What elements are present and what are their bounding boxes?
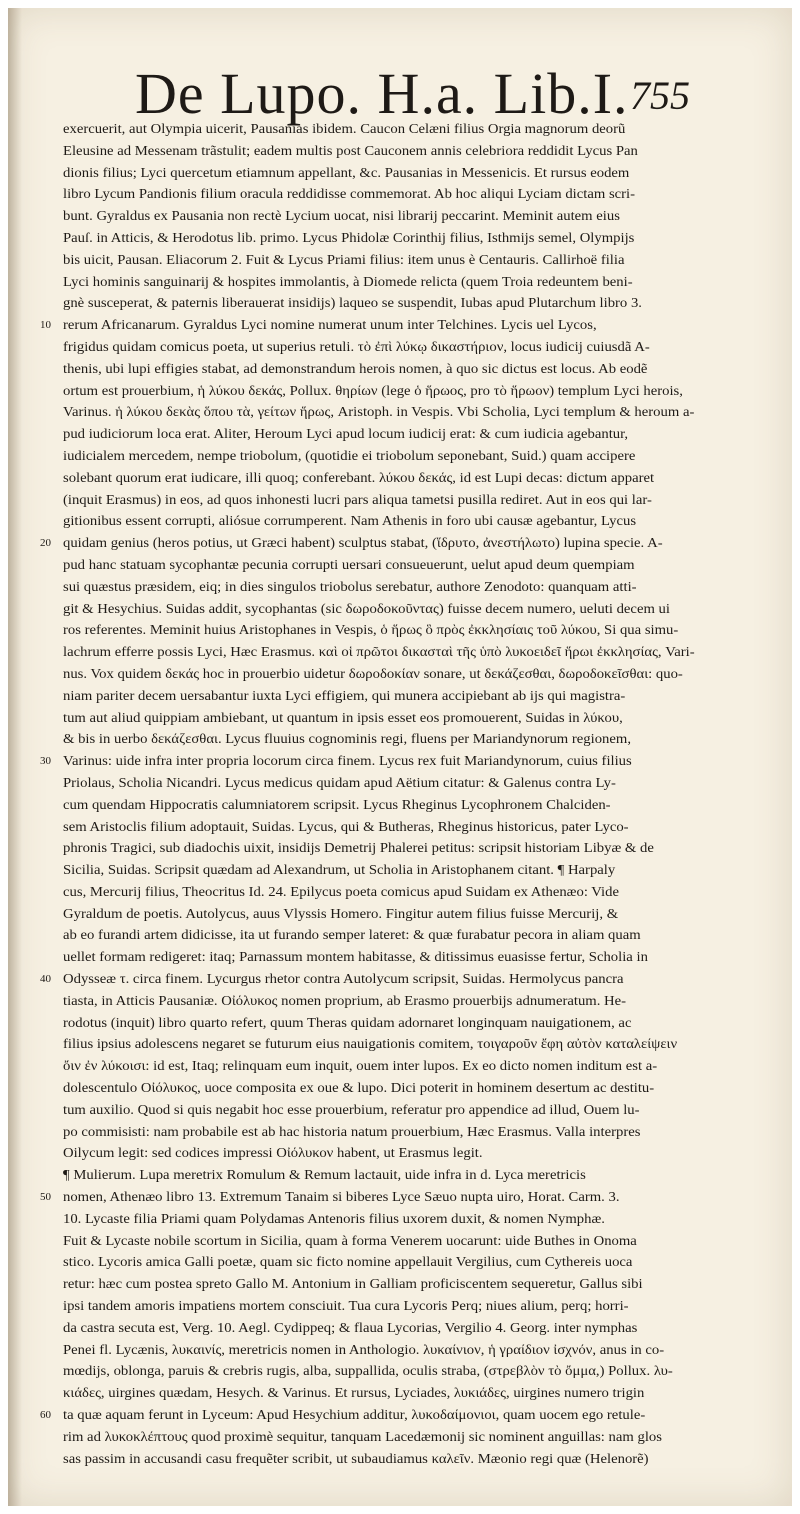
- line-number: 60: [40, 1409, 51, 1422]
- line-text: bunt. Gyraldus ex Pausania non rectè Lycium uocat, nisi librarij peccarint. Meminit autem eius: [63, 208, 620, 224]
- running-title: De Lupo. H.a. Lib.I.: [135, 61, 629, 126]
- page-header: [0, 0, 800, 130]
- line-text: ros referentes. Meminit huius Aristophanes in Vespis, ὁ ἥρως ὃ πρὸς ἐκκλησίαις τοῦ λύκου, Si qua simu-: [63, 622, 679, 638]
- text-line: [40, 358, 792, 380]
- line-text: frigidus quidam comicus poeta, ut superius retuli. τὸ ἐπὶ λύκῳ δικαστήριον, locus iudicij cuiusdã A-: [63, 338, 650, 354]
- text-line: [40, 1055, 792, 1077]
- line-text: ipsi tandem amoris impatiens mortem consciuit. Tua cura Lycoris Perq; niues alium, perq; horri-: [63, 1298, 629, 1314]
- line-text: rodotus (inquit) libro quarto refert, quum Theras quidam adornaret longinquam nauigationem, ac: [63, 1014, 632, 1030]
- line-text: thenis, ubi lupi effigies stabat, ad demonstrandum herois nomen, à quo sic dictus est locus. Ab eodẽ: [63, 360, 648, 376]
- line-text: uellet formam redigeret: itaq; Parnassum montem habitasse, & ditissimus euasisse fertur, Scholia in: [63, 949, 648, 965]
- line-text: retur: hæc cum postea spreto Gallo M. Antonium in Galliam proficiscentem sequeretur, Gallus sibi: [63, 1276, 643, 1292]
- text-line: [40, 728, 792, 750]
- line-text: solebant quorum erat iudicare, illi quoq; conferebant. λύκου δεκάς, id est Lupi decas: dictum apparet: [63, 469, 655, 485]
- page-number: 755: [630, 73, 690, 118]
- text-line: [40, 903, 792, 925]
- text-line: [40, 1339, 792, 1361]
- line-text: ta quæ aquam ferunt in Lyceum: Apud Hesychium additur, λυκοδαίμονιοι, quam uocem ego retule-: [63, 1407, 646, 1423]
- text-line: [40, 968, 792, 990]
- text-line: [40, 467, 792, 489]
- text-line: [40, 1033, 792, 1055]
- line-text: gitionibus essent corrupti, aliósue corrumperent. Nam Athenis in foro ubi causæ agebantur, Lycus: [63, 513, 637, 529]
- line-text: Gyraldum de poetis. Autolycus, auus Vlyssis Homero. Fingitur autem filius fuisse Mercurij, &: [63, 905, 619, 921]
- text-line: [40, 1295, 792, 1317]
- line-text: & bis in uerbo δεκάζεσθαι. Lycus fluuius cognominis regi, fluens per Mariandynorum regionem,: [63, 731, 631, 747]
- text-line: [40, 1121, 792, 1143]
- text-line: [40, 685, 792, 707]
- line-text: lachrum efferre possis Lyci, Hæc Erasmus. καὶ οἱ πρῶτοι δικασταὶ τῆς ὑπὸ λυκοειδεῖ ἥρωι ἐκκλησίας, Vari-: [63, 644, 695, 660]
- line-text: Sicilia, Suidas. Scripsit quædam ad Alexandrum, ut Scholia in Aristophanem citant. ¶ Harpaly: [63, 862, 616, 878]
- line-text: 10. Lycaste filia Priami quam Polydamas Antenoris filius uxorem duxit, & nomen Nymphæ.: [63, 1210, 605, 1226]
- line-text: exercuerit, aut Olympia uicerit, Pausanias ibidem. Caucon Celæni filius Orgia magnorum deorũ: [63, 121, 626, 136]
- body-text: [40, 118, 792, 1469]
- text-line: [40, 292, 792, 314]
- text-line: [40, 619, 792, 641]
- text-line: [40, 162, 792, 184]
- text-line: [40, 1251, 792, 1273]
- text-line: [40, 380, 792, 402]
- line-text: nomen, Athenæo libro 13. Extremum Tanaim si biberes Lyce Sæuo nupta uiro, Horat. Carm. 3.: [63, 1189, 620, 1205]
- line-text: cus, Mercurij filius, Theocritus Id. 24. Epilycus poeta comicus apud Suidam ex Athenæo: Vide: [63, 883, 619, 899]
- line-text: Priolaus, Scholia Nicandri. Lycus medicus quidam apud Aëtium citatur: & Galenus contra Ly-: [63, 774, 616, 790]
- text-line: [40, 249, 792, 271]
- line-text: ortum est prouerbium, ἡ λύκου δεκάς, Pollux. θηρίων (lege ὁ ἥρωος, pro τὸ ἥρωον) templum Lyci herois,: [63, 382, 683, 398]
- text-line: [40, 401, 792, 423]
- text-line: [40, 1208, 792, 1230]
- line-text: mœdijs, oblonga, paruis & crebris rugis, alba, suppallida, oculis straba, (στρεβλὸν τὸ ὄμμα,) Pollux. λυ-: [63, 1363, 673, 1379]
- text-line: [40, 532, 792, 554]
- line-text: rerum Africanarum. Gyraldus Lyci nomine numerat unum inter Telchines. Lycis uel Lycos,: [63, 317, 597, 333]
- text-line: [40, 859, 792, 881]
- text-line: [40, 576, 792, 598]
- text-line: [40, 1404, 792, 1426]
- line-text: Fuit & Lycaste nobile scortum in Sicilia, quam à forma Venerem uocarunt: uide Buthes in Onoma: [63, 1232, 637, 1248]
- text-line: [40, 554, 792, 576]
- text-line: [40, 837, 792, 859]
- text-line: [40, 271, 792, 293]
- text-line: [40, 314, 792, 336]
- line-text: pud hanc statuam sycophantæ pecunia corrupti uersari consueuerunt, uelut apud deum quempiam: [63, 556, 635, 572]
- text-line: [40, 140, 792, 162]
- line-text: bis uicit, Pausan. Eliacorum 2. Fuit & Lycus Priami filius: item unus è Centauris. Callirhoë filia: [63, 251, 625, 267]
- text-line: [40, 118, 792, 140]
- text-line: [40, 641, 792, 663]
- spine-shadow: [8, 8, 22, 1506]
- line-text: (inquit Erasmus) in eos, ad quos inhonesti lucri pars aliqua tametsi pusilla rediret. Aut in eos qui lar-: [63, 491, 652, 507]
- line-text: Oilycum legit: sed codices impressi Οἰόλυκον habent, ut Erasmus legit.: [63, 1145, 483, 1161]
- line-text: filius ipsius adolescens negaret se futurum eius nauigationis comitem, τοιγαροῦν ἔφη αὐτὸν καταλείψειν: [63, 1036, 678, 1052]
- line-text: Eleusine ad Messenam trãstulit; eadem multis post Cauconem annis celebriora reddidit Lycus Pan: [63, 142, 638, 158]
- text-line: [40, 336, 792, 358]
- line-text: da castra secuta est, Verg. 10. Aegl. Cydippeq; & flaua Lycorias, Vergilio 4. Georg. inter nymphas: [63, 1319, 638, 1335]
- text-line: [40, 183, 792, 205]
- line-number: 10: [40, 319, 51, 332]
- text-line: [40, 707, 792, 729]
- line-text: ὄιν ἐν λύκοισι: id est, Itaq; relinquam eum inquit, ouem inter lupos. Ex eo dicto nomen inditum est a-: [63, 1058, 658, 1074]
- line-text: phronis Tragici, sub diadochis uixit, insidijs Demetrij Phalerei petitus: scripsit historiam Libyæ & de: [63, 840, 654, 856]
- line-text: Varinus. ἡ λύκου δεκὰς ὅπου τὰ, γείτων ἥρως, Aristoph. in Vespis. Vbi Scholia, Lyci templum & heroum a-: [63, 404, 695, 420]
- line-text: Pauſ. in Atticis, & Herodotus lib. primo. Lycus Phidolæ Corinthij filius, Isthmijs semel, Olympijs: [63, 229, 635, 245]
- line-text: tum aut aliud quippiam ambiebant, ut quantum in ipsis esset eos promouerent, Suidas in λύκου,: [63, 709, 623, 725]
- text-line: [40, 1230, 792, 1252]
- line-number: 50: [40, 1191, 51, 1204]
- text-line: [40, 1077, 792, 1099]
- text-line: [40, 227, 792, 249]
- line-text: nus. Vox quidem δεκάς hoc in prouerbio uidetur δωροδοκίαν sonare, ut δεκάζεσθαι, δωροδοκεῖσθαι: quo-: [63, 665, 683, 681]
- text-line: [40, 1142, 792, 1164]
- line-number: 40: [40, 973, 51, 986]
- text-line: [40, 794, 792, 816]
- line-text: rim ad λυκοκλέπτους quod proximè sequitur, tanquam Lacedæmonij sic nominent anguillas: nam glos: [63, 1428, 662, 1444]
- line-text: libro Lycum Pandionis filium oracula reddidisse commemorat. Ab hoc aliqui Lyciam dictam scri-: [63, 186, 636, 202]
- text-line: [40, 1099, 792, 1121]
- text-line: [40, 1186, 792, 1208]
- text-line: [40, 1382, 792, 1404]
- text-line: [40, 445, 792, 467]
- line-text: Lyci hominis sanguinarij & hospites immolantis, à Diomede relicta (quem Troia redeuntem beni-: [63, 273, 633, 289]
- text-line: [40, 816, 792, 838]
- text-line: [40, 1273, 792, 1295]
- text-line: [40, 598, 792, 620]
- line-text: Varinus: uide infra inter propria locorum circa finem. Lycus rex fuit Mariandynorum, cuius filius: [63, 753, 632, 769]
- text-line: [40, 1164, 792, 1186]
- line-text: κιάδες, uirgines quædam, Hesych. & Varinus. Et rursus, Lyciades, λυκιάδες, uirgines numero trigin: [63, 1385, 645, 1401]
- line-number: 30: [40, 755, 51, 768]
- line-text: Odysseæ τ. circa finem. Lycurgus rhetor contra Autolycum scripsit, Suidas. Hermolycus pancra: [63, 971, 624, 987]
- line-text: Penei fl. Lycænis, λυκαινίς, meretricis nomen in Anthologio. λυκαίνιον, ἡ γραίδιον ἰσχνόν, anus in co-: [63, 1341, 665, 1357]
- text-line: [40, 489, 792, 511]
- text-line: [40, 1012, 792, 1034]
- text-line: [40, 663, 792, 685]
- line-text: sem Aristoclis filium adoptauit, Suidas. Lycus, qui & Butheras, Rheginus historicus, pater Lyco-: [63, 818, 629, 834]
- line-text: gnè susceperat, & paternis liberauerat insidijs) laqueo se suspendit, Iubas apud Plutarchum libro 3.: [63, 295, 642, 311]
- text-line: [40, 881, 792, 903]
- line-text: dionis filius; Lyci quercetum etiamnum appellant, &c. Pausanias in Messenicis. Et rursus eodem: [63, 164, 630, 180]
- text-line: [40, 1317, 792, 1339]
- line-text: sui quæstus præsidem, eiq; in dies singulos triobolus serebatur, authore Zenodoto: quanquam atti-: [63, 578, 637, 594]
- line-text: niam pariter decem uersabantur iuxta Lyci effigiem, qui munera accipiebant ab ijs qui magistra-: [63, 687, 626, 703]
- text-line: [40, 990, 792, 1012]
- line-text: dolescentulo Οἰόλυκος, uoce composita ex oue & lupo. Dici poterit in hominem desertum ac destitu-: [63, 1080, 655, 1096]
- text-line: [40, 1448, 792, 1470]
- line-number: 20: [40, 537, 51, 550]
- line-text: tum auxilio. Quod si quis negabit hoc esse prouerbium, referatur pro appendice ad illud, Ouem lu-: [63, 1101, 640, 1117]
- text-line: [40, 946, 792, 968]
- text-line: [40, 750, 792, 772]
- text-line: [40, 924, 792, 946]
- text-line: [40, 772, 792, 794]
- line-text: tiasta, in Atticis Pausaniæ. Οἰόλυκος nomen proprium, ab Erasmo prouerbijs adnumeratum. He-: [63, 992, 627, 1008]
- line-text: cum quendam Hippocratis calumniatorem scripsit. Lycus Rheginus Lycophronem Chalciden-: [63, 796, 611, 812]
- text-line: [40, 510, 792, 532]
- text-line: [40, 1360, 792, 1382]
- text-line: [40, 1426, 792, 1448]
- line-text: sas passim in accusandi casu frequẽter scribit, ut subaudiamus καλεῖν. Mæonio regi quæ (Helenorẽ): [63, 1450, 649, 1466]
- line-text: git & Hesychius. Suidas addit, sycophantas (sic δωροδοκοῦντας) fuisse decem numero, ueluti decem ui: [63, 600, 670, 616]
- line-text: ¶ Mulierum. Lupa meretrix Romulum & Remum lactauit, uide infra in d. Lyca meretricis: [63, 1167, 586, 1183]
- text-line: [40, 205, 792, 227]
- line-text: pud iudiciorum loca erat. Aliter, Heroum Lyci apud locum iudicij erat: & cum iudicia agebantur,: [63, 426, 629, 442]
- text-line: [40, 423, 792, 445]
- line-text: ab eo furandi artem didicisse, ita ut furando semper lateret: & quæ furabatur pecora in aliam quam: [63, 927, 641, 943]
- line-text: iudicialem mercedem, nempe triobolum, (quotidie ei triobolum seponebant, Suid.) quam accipere: [63, 447, 636, 463]
- line-text: quidam genius (heros potius, ut Græci habent) sculptus stabat, (ἵδρυτο, ἀνεστήλωτο) lupina specie. A-: [63, 535, 663, 551]
- line-text: po commisisti: nam probabile est ab hac historia natum prouerbium, Hæc Erasmus. Valla interpres: [63, 1123, 641, 1139]
- line-text: stico. Lycoris amica Galli poetæ, quam sic ficto nomine appellauit Vergilius, cum Cythereis uoca: [63, 1254, 633, 1270]
